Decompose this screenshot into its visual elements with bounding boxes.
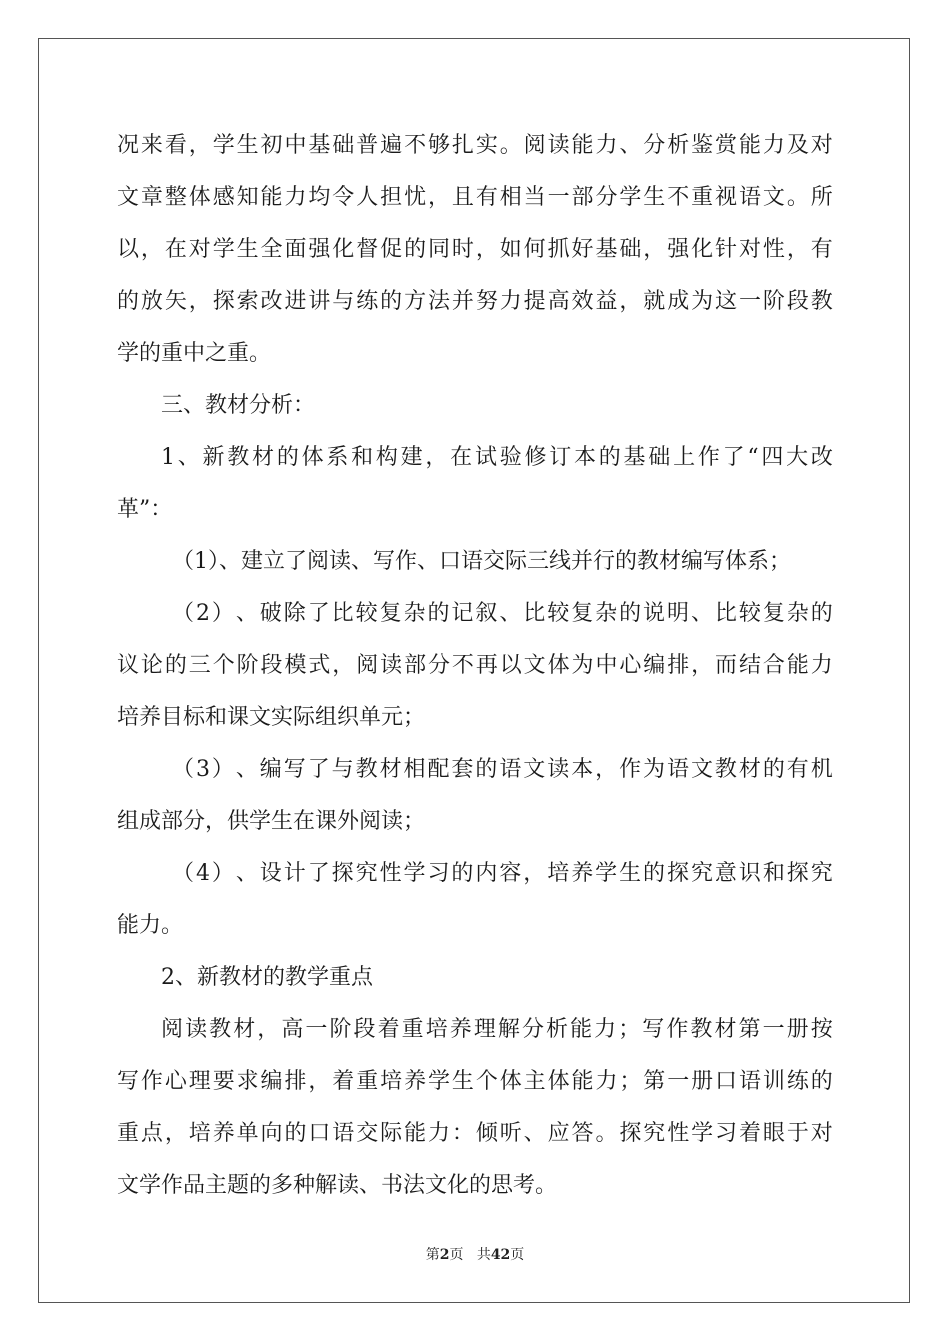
- text-line: 1 、 新 教 材 的 体 系 和 构 建 ， 在 试 验 修 订 本 的 基 础 上 作 了 “ 四 大 改: [161, 445, 833, 470]
- text-line: 能力。: [117, 913, 184, 938]
- page-footer: [0, 1244, 950, 1264]
- text-line: 文 章 整 体 感 知 能 力 均 令 人 担 忧 ， 且 有 相 当 一 部 分 学 生 不 重 视 语 文 。 所: [117, 185, 833, 210]
- total-suffix: 页: [510, 1247, 525, 1263]
- text-line: 培养目标和课文实际组织单元；: [117, 705, 426, 730]
- section-heading: 2、新教材的教学重点: [161, 965, 373, 990]
- list-item: （ 2 ） 、 破 除 了 比 较 复 杂 的 记 叙 、 比 较 复 杂 的 说 明 、 比 较 复 杂 的: [172, 601, 833, 626]
- total-prefix: 共: [476, 1247, 491, 1263]
- text-line: 组成部分，供学生在课外阅读；: [117, 809, 426, 834]
- text-line: 阅 读 教 材 ， 高 一 阶 段 着 重 培 养 理 解 分 析 能 力 ； 写 作 教 材 第 一 册 按: [161, 1017, 833, 1042]
- page-suffix: 页: [449, 1247, 464, 1263]
- text-line: 的 放 矢 ， 探 索 改 进 讲 与 练 的 方 法 并 努 力 提 高 效 益 ， 就 成 为 这 一 阶 段 教: [117, 289, 833, 314]
- text-line: 文学作品主题的多种解读、书法文化的思考。: [117, 1173, 558, 1198]
- list-item: （1）、建立了阅读、写作、口语交际三线并行的教材编写体系；: [172, 549, 791, 574]
- page-prefix: 第: [425, 1247, 440, 1263]
- list-item: （ 3 ） 、 编 写 了 与 教 材 相 配 套 的 语 文 读 本 ， 作 为 语 文 教 材 的 有 机: [172, 757, 833, 782]
- total-pages: 42: [490, 1247, 511, 1263]
- text-line: 重 点 ， 培 养 单 向 的 口 语 交 际 能 力 ： 倾 听 、 应 答 。 探 究 性 学 习 着 眼 于 对: [117, 1121, 833, 1146]
- text-line: 议 论 的 三 个 阶 段 模 式 ， 阅 读 部 分 不 再 以 文 体 为 中 心 编 排 ， 而 结 合 能 力: [117, 653, 833, 678]
- text-line: 学的重中之重。: [117, 341, 272, 366]
- text-line: 况 来 看 ， 学 生 初 中 基 础 普 遍 不 够 扎 实 。 阅 读 能 力 、 分 析 鉴 赏 能 力 及 对: [117, 133, 833, 158]
- text-line: 写 作 心 理 要 求 编 排 ， 着 重 培 养 学 生 个 体 主 体 能 力 ； 第 一 册 口 语 训 练 的: [117, 1069, 833, 1094]
- page-number: 2: [439, 1247, 450, 1263]
- text-line: 以 ， 在 对 学 生 全 面 强 化 督 促 的 同 时 ， 如 何 抓 好 基 础 ， 强 化 针 对 性 ， 有: [117, 237, 833, 262]
- text-line: 革”：: [117, 497, 173, 522]
- document-body: [117, 120, 833, 1212]
- section-heading: 三、教材分析：: [161, 393, 316, 418]
- list-item: （ 4 ） 、 设 计 了 探 究 性 学 习 的 内 容 ， 培 养 学 生 的 探 究 意 识 和 探 究: [172, 861, 833, 886]
